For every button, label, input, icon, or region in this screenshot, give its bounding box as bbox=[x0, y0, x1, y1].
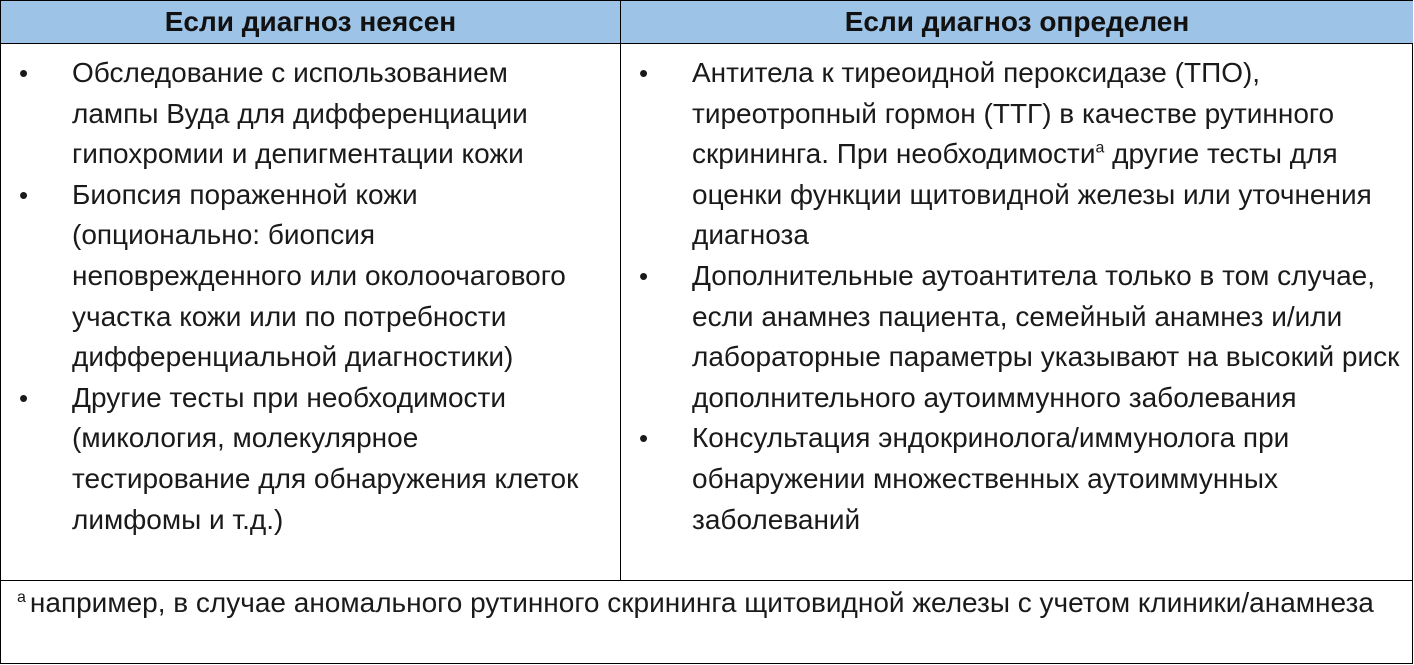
column-unclear-diagnosis bbox=[1, 44, 621, 581]
list-item bbox=[621, 53, 1413, 256]
header-unclear-diagnosis: Если диагноз неясен bbox=[1, 1, 621, 44]
footnote-marker: a bbox=[1095, 139, 1105, 157]
list-item bbox=[621, 256, 1413, 418]
unclear-diagnosis-list bbox=[1, 53, 620, 540]
footnote-text: например, в случае аномального рутинного скрининга щитовидной железы с учетом клиники/анамнеза bbox=[29, 587, 1374, 618]
list-item bbox=[1, 175, 620, 378]
bullet-icon: • bbox=[19, 58, 29, 88]
header-confirmed-diagnosis: Если диагноз определен bbox=[621, 1, 1413, 44]
column-confirmed-diagnosis bbox=[621, 44, 1413, 581]
bullet-icon: • bbox=[639, 260, 649, 291]
list-item-text: Обследование с использованием лампы Вуда для дифференциации гипохромии и депигментации кожи bbox=[72, 57, 528, 170]
bullet-icon: • bbox=[19, 382, 29, 413]
footnote-marker: a bbox=[17, 588, 26, 606]
list-item-text-continued: другие тесты для оценки функции щитовидной железы или уточнения диагноза bbox=[692, 138, 1372, 251]
list-item bbox=[1, 378, 620, 540]
table-footnote bbox=[1, 581, 1413, 665]
confirmed-diagnosis-list bbox=[621, 53, 1413, 540]
list-item bbox=[621, 418, 1413, 540]
bullet-icon: • bbox=[639, 58, 649, 88]
bullet-icon: • bbox=[639, 423, 649, 454]
list-item-text: Другие тесты при необходимости (микология, молекулярное тестирование для обнаружения клеток лимфомы и т.д.) bbox=[72, 381, 579, 535]
list-item-text: Антитела к тиреоидной пероксидазе (ТПО), тиреотропный гормон (ТТГ) в качестве рутинного скрининга. При необходимости bbox=[692, 57, 1335, 170]
list-item-text: Дополнительные аутоантитела только в том случае, если анамнез пациента, семейный анамнез и/или лабораторные параметры указывают на высокий риск дополнительного аутоиммунного заболевания bbox=[692, 259, 1400, 413]
bullet-icon: • bbox=[19, 179, 29, 210]
list-item-text: Биопсия пораженной кожи (опционально: биопсия неповрежденного или околоочагового участка кожи или по потребности дифференциальной диагностики) bbox=[72, 178, 566, 373]
list-item bbox=[1, 53, 620, 175]
list-item-text: Консультация эндокринолога/иммунолога при обнаружении множественных аутоиммунных заболеваний bbox=[692, 422, 1290, 535]
